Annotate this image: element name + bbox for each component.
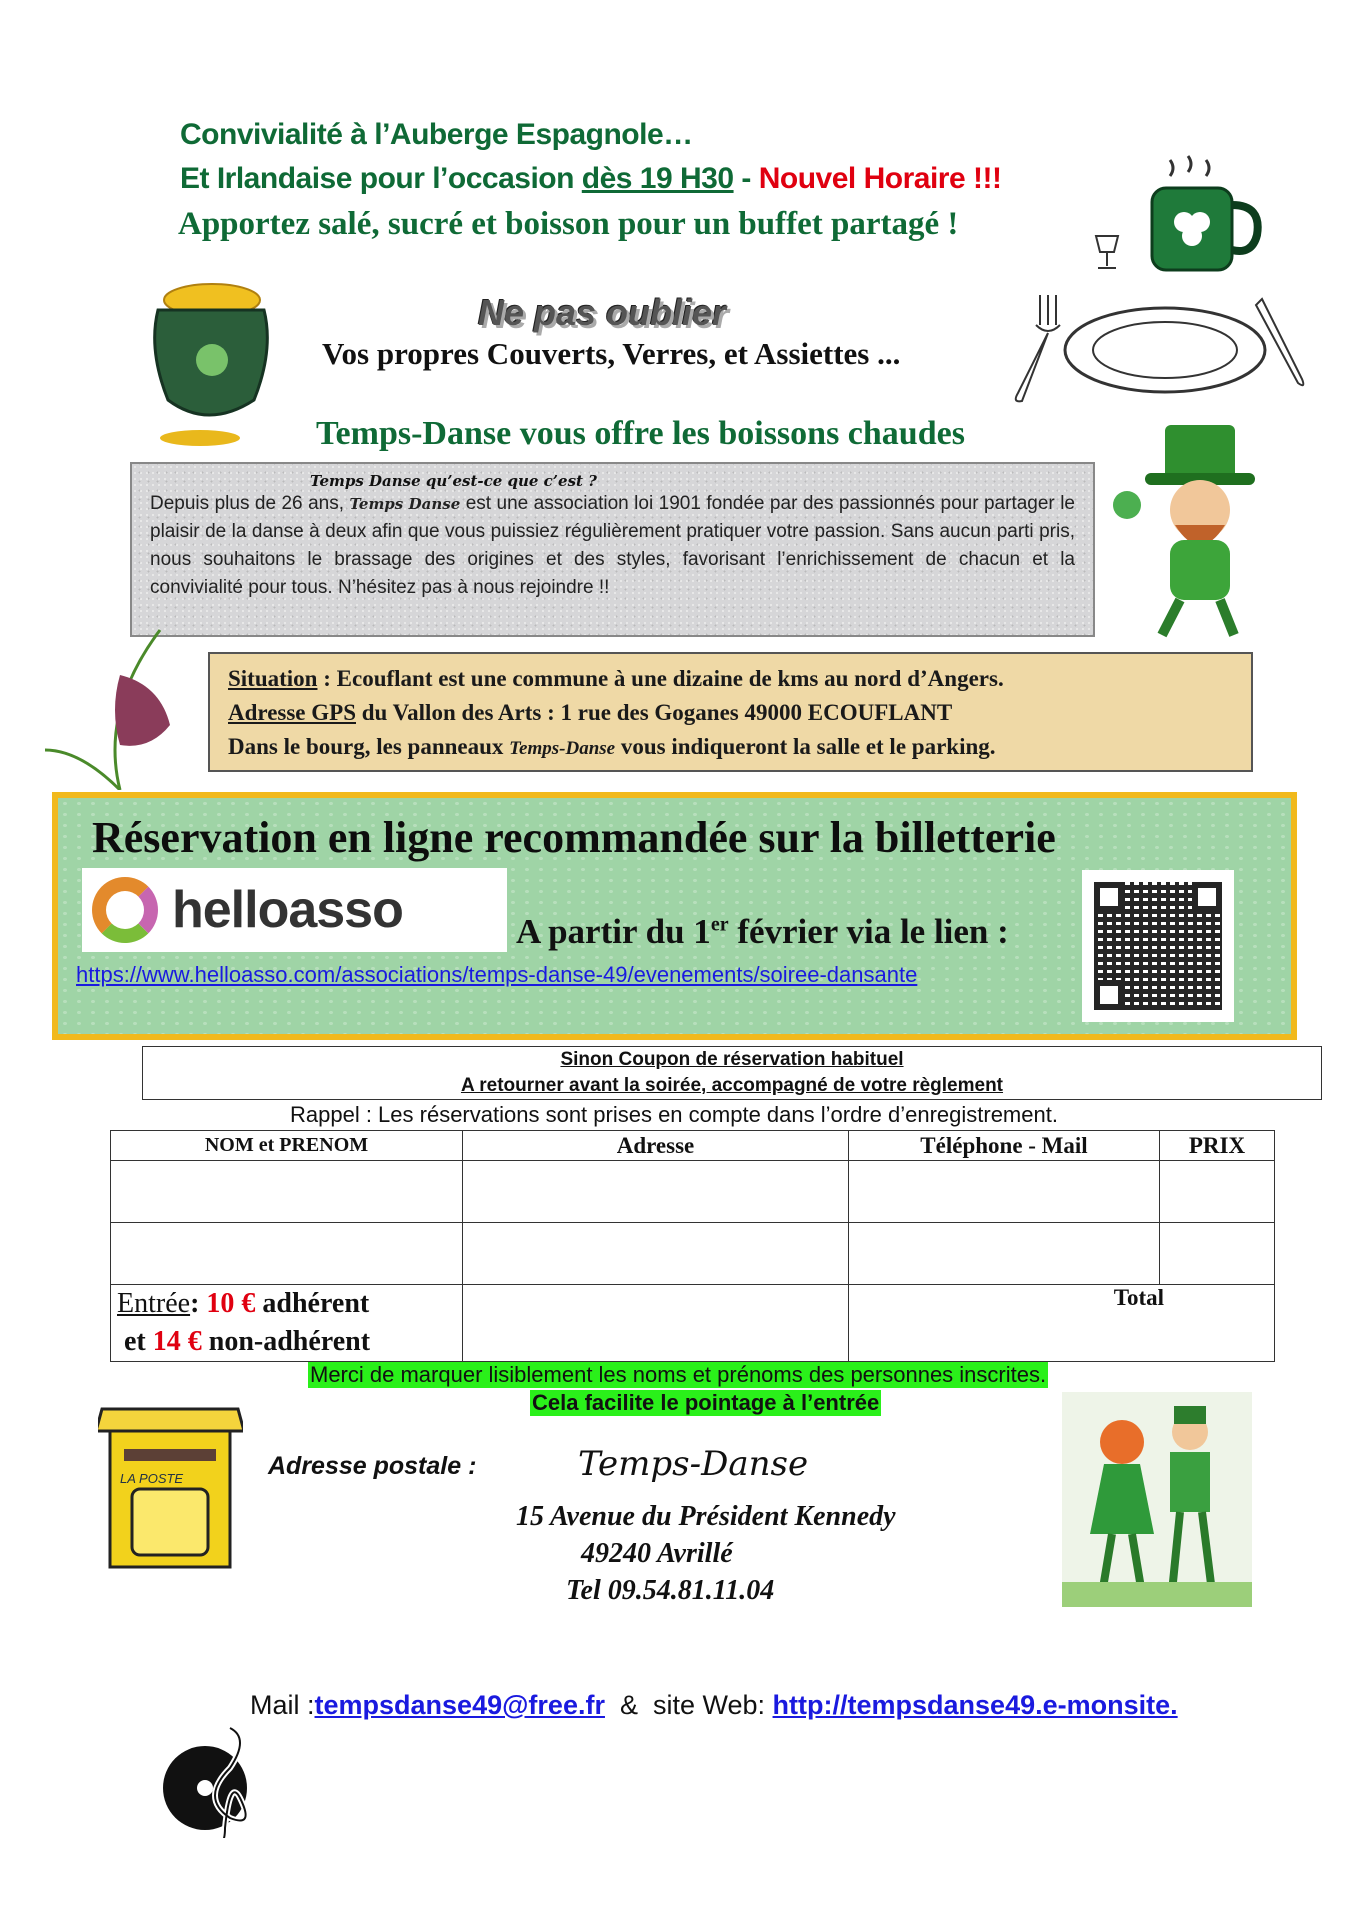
col-phone-mail: Téléphone - Mail xyxy=(849,1131,1160,1161)
mailbox-icon xyxy=(98,1405,243,1570)
header-line-3: Apportez salé, sucré et boisson pour un buffet partagé ! xyxy=(178,206,959,242)
online-reservation-box xyxy=(52,792,1297,1040)
entry-prices: Entrée: 10 € adhérent et 14 € non-adhérent xyxy=(111,1285,463,1362)
about-box xyxy=(130,462,1095,637)
coupon-header: Sinon Coupon de réservation habituel A retourner avant la soirée, accompagné de votre règlement xyxy=(142,1046,1322,1100)
plate-cutlery-icon xyxy=(1000,285,1310,405)
col-price: PRIX xyxy=(1160,1131,1275,1161)
legibility-note: Merci de marquer lisiblement les noms et prénoms des personnes inscrites. xyxy=(310,1362,1047,1387)
about-title: Temps Danse qu’est-ce que c’est ? xyxy=(310,472,597,490)
address-field[interactable] xyxy=(463,1161,849,1223)
name-field[interactable] xyxy=(111,1223,463,1285)
pot-of-gold-icon xyxy=(140,270,285,450)
col-address: Adresse xyxy=(463,1131,849,1161)
about-text: Depuis plus de 26 ans, Temps Danse est une association loi 1901 fondée par des passionnés pour partager le plaisir de la danse à deux afin que vous puissiez régulièrement pratiquer votre passion. Sans aucun parti pris, nous souhaitons le brassage des origines et des styles, favorisant l’enrichissement de chacun et la convivialité pour tous. N’hésitez pas à nous rejoindre !! xyxy=(150,493,1075,598)
table-row xyxy=(111,1161,1275,1223)
location-box xyxy=(208,652,1253,772)
hot-drinks-offer: Temps-Danse vous offre les boissons chaudes xyxy=(316,415,965,452)
music-record-clef-icon xyxy=(160,1718,260,1838)
irish-dancers-icon xyxy=(1062,1392,1252,1607)
email-link[interactable]: tempsdanse49@free.fr xyxy=(314,1690,605,1720)
website-link[interactable]: http://tempsdanse49.e-monsite. xyxy=(772,1690,1178,1720)
table-header-row xyxy=(111,1131,1275,1161)
signs-line: Dans le bourg, les panneaux Temps-Danse vous indiqueront la salle et le parking. xyxy=(228,734,996,759)
gps-address-line: Adresse GPS du Vallon des Arts : 1 rue des Goganes 49000 ECOUFLANT xyxy=(228,700,953,725)
situation-line: Situation : Ecouflant est une commune à une dizaine de kms au nord d’Angers. xyxy=(228,666,1004,691)
reminder-text: Vos propres Couverts, Verres, et Assiettes ... xyxy=(322,336,901,371)
reservation-form-table xyxy=(110,1130,1275,1362)
name-field[interactable] xyxy=(111,1161,463,1223)
reservation-start-date: A partir du 1er février via le lien : xyxy=(516,912,1009,951)
total-field[interactable]: Total xyxy=(849,1285,1275,1362)
postal-name: Temps-Danse xyxy=(578,1444,809,1484)
header-line-1: Convivialité à l’Auberge Espagnole… xyxy=(180,118,693,151)
leprechaun-icon xyxy=(1105,415,1295,645)
qr-code[interactable] xyxy=(1082,870,1234,1022)
reminder-title: Ne pas oublier xyxy=(478,292,727,333)
glass-icon xyxy=(1092,232,1122,272)
phone-mail-field[interactable] xyxy=(849,1223,1160,1285)
reservation-title: Réservation en ligne recommandée sur la billetterie xyxy=(92,813,1056,862)
col-name: NOM et PRENOM xyxy=(111,1131,463,1161)
price-field[interactable] xyxy=(1160,1223,1275,1285)
helloasso-logo[interactable]: helloasso xyxy=(82,868,507,952)
address-field[interactable] xyxy=(463,1223,849,1285)
postal-address: 15 Avenue du Président Kennedy 49240 Avrillé Tel 09.54.81.11.04 xyxy=(516,1501,896,1606)
helloasso-event-link[interactable]: https://www.helloasso.com/associations/temps-danse-49/evenements/soiree-dansante xyxy=(76,962,918,987)
total-row xyxy=(111,1285,1275,1362)
svg-text:LA POSTE: LA POSTE xyxy=(120,1471,184,1486)
fritillary-flower-icon xyxy=(40,625,180,790)
postal-address-label: Adresse postale : xyxy=(268,1452,477,1480)
new-schedule-alert: Nouvel Horaire !!! xyxy=(758,162,1002,195)
reminder-order-note: Rappel : Les réservations sont prises en compte dans l’ordre d’enregistrement. xyxy=(290,1102,1058,1127)
header-line-2: Et Irlandaise pour l’occasion dès 19 H30 - Nouvel Horaire !!! xyxy=(180,162,1002,195)
contact-line: Mail :tempsdanse49@free.fr & site Web: http://tempsdanse49.e-monsite. xyxy=(250,1690,1178,1720)
total-address-cell xyxy=(463,1285,849,1362)
start-time: dès 19 H30 xyxy=(581,162,734,195)
phone-mail-field[interactable] xyxy=(849,1161,1160,1223)
helloasso-logo-icon xyxy=(92,877,158,943)
table-row xyxy=(111,1223,1275,1285)
check-in-note: Cela facilite le pointage à l’entrée xyxy=(532,1390,880,1415)
price-field[interactable] xyxy=(1160,1161,1275,1223)
shamrock-cup-icon xyxy=(1140,150,1270,280)
